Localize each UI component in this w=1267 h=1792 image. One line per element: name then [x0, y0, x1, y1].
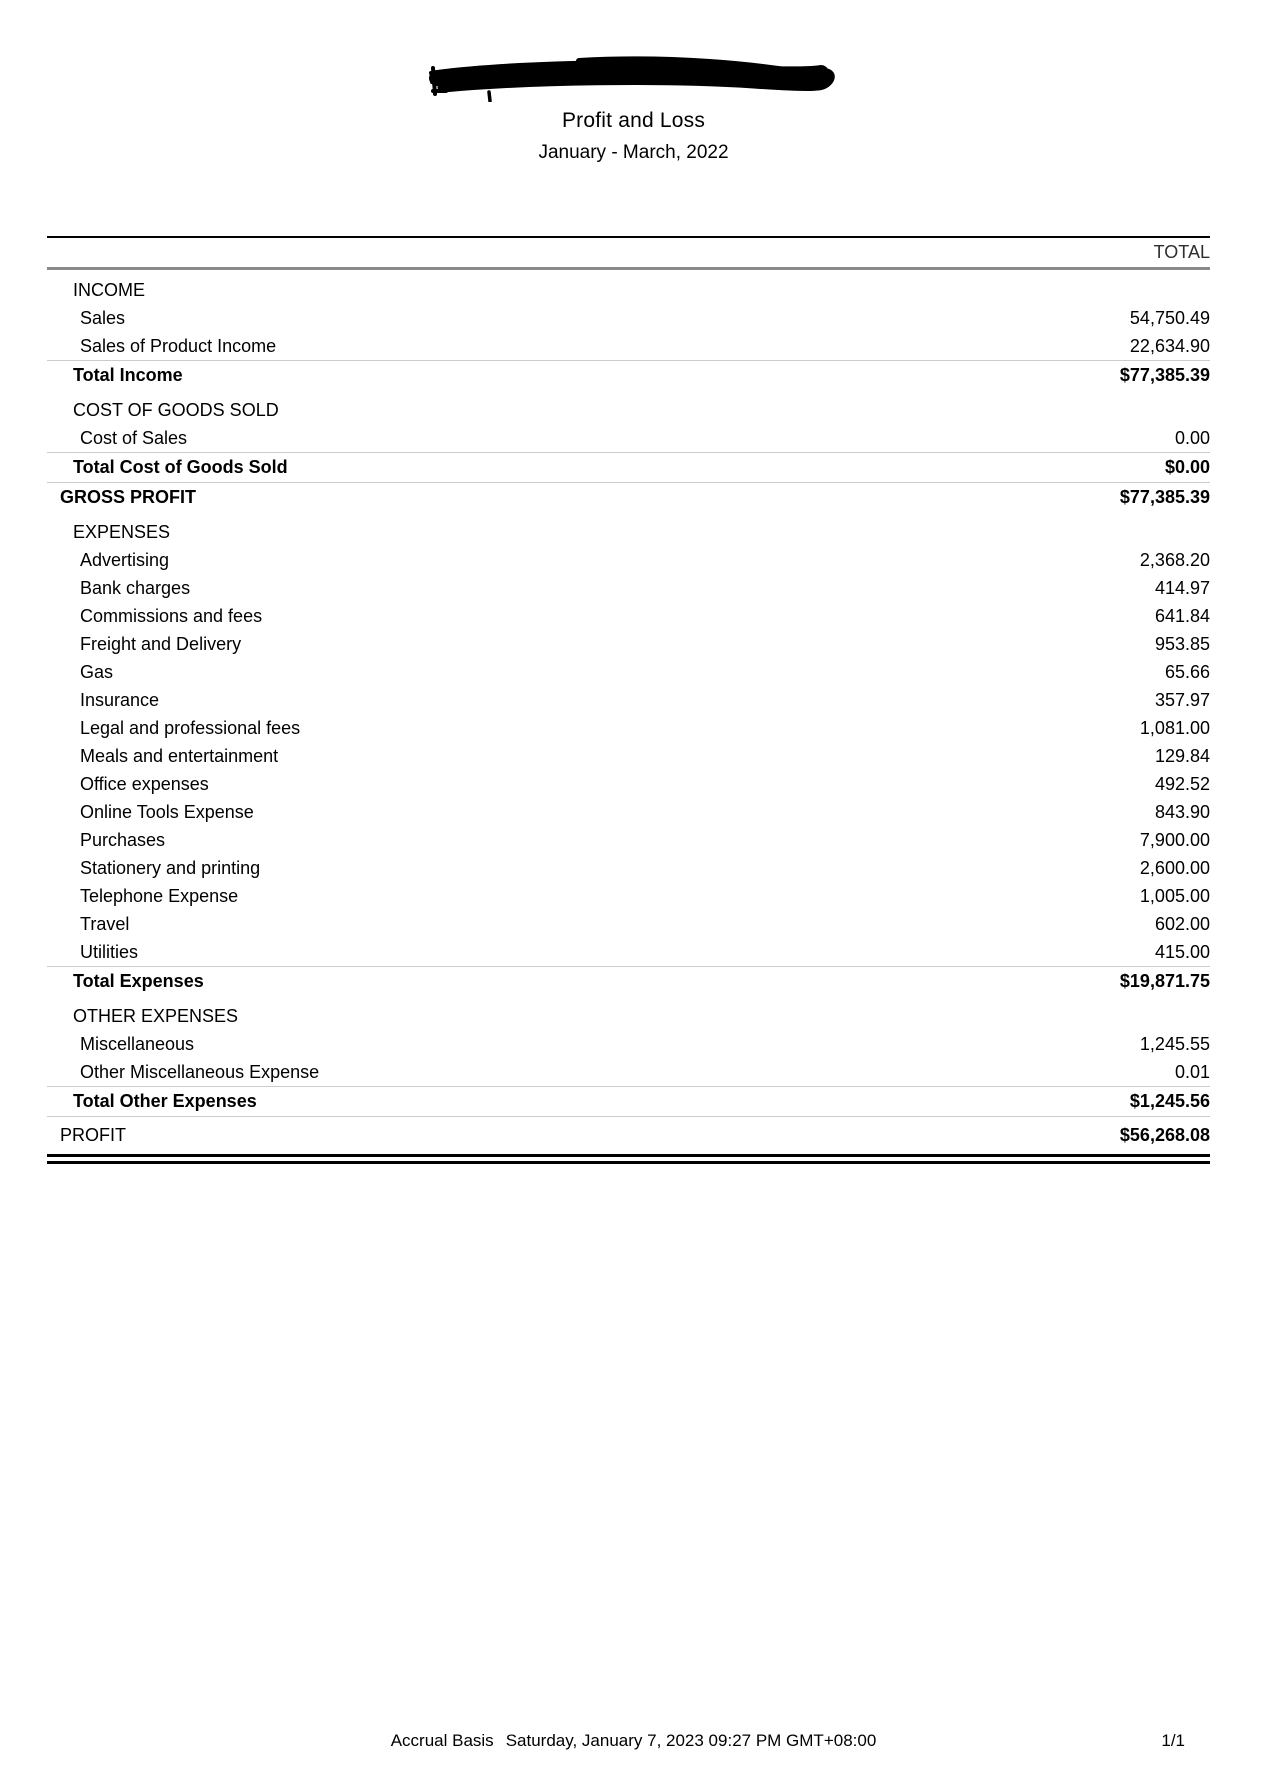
- report-footer: [0, 1731, 1267, 1751]
- row-label: Sales: [80, 307, 126, 328]
- row-value: 843.90: [1154, 801, 1210, 822]
- report-row: [47, 452, 1210, 482]
- report-row: [47, 910, 1210, 938]
- report-row: [47, 798, 1210, 826]
- report-row: [47, 332, 1210, 360]
- row-value: $56,268.08: [1119, 1125, 1210, 1145]
- row-value: 129.84: [1154, 745, 1210, 766]
- column-header-total: TOTAL: [1153, 242, 1210, 262]
- row-value: $77,385.39: [1119, 365, 1210, 385]
- row-label: OTHER EXPENSES: [73, 1005, 239, 1026]
- row-label: PROFIT: [60, 1125, 126, 1145]
- report-row: [47, 360, 1210, 390]
- table-header-row: [47, 236, 1210, 270]
- row-value: 1,245.55: [1139, 1033, 1210, 1054]
- row-label: Cost of Sales: [80, 427, 188, 448]
- row-label: Gas: [80, 661, 114, 682]
- report-row: [47, 826, 1210, 854]
- row-value: 22,634.90: [1129, 335, 1210, 356]
- report-row: [47, 602, 1210, 630]
- report-row: [47, 854, 1210, 882]
- row-label: Stationery and printing: [80, 857, 261, 878]
- row-value: 54,750.49: [1129, 307, 1210, 328]
- report-row: [47, 390, 1210, 424]
- row-label: INCOME: [73, 279, 145, 300]
- row-value: 414.97: [1154, 577, 1210, 598]
- page-title: Profit and Loss: [561, 109, 706, 132]
- report-row: [47, 270, 1210, 304]
- row-label: Miscellaneous: [80, 1033, 195, 1054]
- row-label: GROSS PROFIT: [60, 487, 197, 507]
- row-label: Legal and professional fees: [80, 717, 301, 738]
- row-value: 1,081.00: [1139, 717, 1210, 738]
- row-value: 953.85: [1154, 633, 1210, 654]
- report-row: [47, 966, 1210, 996]
- row-label: Advertising: [80, 549, 170, 570]
- row-value: 415.00: [1154, 941, 1210, 962]
- report-row: [47, 512, 1210, 546]
- report-timestamp: Saturday, January 7, 2023 09:27 PM GMT+08:00: [505, 1731, 877, 1750]
- row-label: Commissions and fees: [80, 605, 263, 626]
- page-number: 1/1: [1161, 1731, 1185, 1750]
- report-row: [47, 1030, 1210, 1058]
- row-value: 2,600.00: [1139, 857, 1210, 878]
- row-label: Total Cost of Goods Sold: [73, 457, 288, 477]
- redaction-scribble-icon: [0, 50, 1267, 102]
- row-label: Purchases: [80, 829, 166, 850]
- report-row: [47, 1058, 1210, 1086]
- row-label: Freight and Delivery: [80, 633, 242, 654]
- row-value: $19,871.75: [1119, 971, 1210, 991]
- row-value: 492.52: [1154, 773, 1210, 794]
- report-row: [47, 996, 1210, 1030]
- row-label: Total Other Expenses: [73, 1091, 257, 1111]
- row-label: COST OF GOODS SOLD: [73, 399, 279, 420]
- report-table: [47, 236, 1210, 1164]
- row-value: 0.00: [1174, 427, 1210, 448]
- row-value: 641.84: [1154, 605, 1210, 626]
- row-label: Utilities: [80, 941, 139, 962]
- report-row: [47, 742, 1210, 770]
- row-value: 0.01: [1174, 1061, 1210, 1082]
- report-row: [47, 482, 1210, 512]
- row-label: EXPENSES: [73, 521, 171, 542]
- row-value: 602.00: [1154, 913, 1210, 934]
- row-value: 357.97: [1154, 689, 1210, 710]
- row-label: Telephone Expense: [80, 885, 239, 906]
- row-label: Total Income: [73, 365, 183, 385]
- report-row: [47, 1086, 1210, 1116]
- row-value: 2,368.20: [1139, 549, 1210, 570]
- report-row: [47, 304, 1210, 332]
- row-label: Office expenses: [80, 773, 209, 794]
- row-value: 65.66: [1164, 661, 1210, 682]
- row-value: $1,245.56: [1129, 1091, 1210, 1111]
- report-row: [47, 546, 1210, 574]
- report-row: [47, 630, 1210, 658]
- row-value: 1,005.00: [1139, 885, 1210, 906]
- row-value: $0.00: [1164, 457, 1210, 477]
- report-row: [47, 424, 1210, 452]
- report-row: [47, 714, 1210, 742]
- row-label: Other Miscellaneous Expense: [80, 1061, 320, 1082]
- report-header: [0, 0, 1267, 165]
- row-label: Total Expenses: [73, 971, 204, 991]
- row-label: Insurance: [80, 689, 160, 710]
- report-row: [47, 882, 1210, 910]
- report-row: [47, 1116, 1210, 1154]
- bottom-double-rule: [47, 1154, 1210, 1164]
- row-value: 7,900.00: [1139, 829, 1210, 850]
- row-value: $77,385.39: [1119, 487, 1210, 507]
- report-row: [47, 686, 1210, 714]
- report-row: [47, 574, 1210, 602]
- page-subtitle: January - March, 2022: [538, 142, 729, 163]
- row-label: Bank charges: [80, 577, 191, 598]
- report-rows: [47, 270, 1210, 1154]
- report-row: [47, 658, 1210, 686]
- row-label: Online Tools Expense: [80, 801, 254, 822]
- report-row: [47, 770, 1210, 798]
- row-label: Sales of Product Income: [80, 335, 277, 356]
- row-label: Meals and entertainment: [80, 745, 279, 766]
- accrual-basis-label: Accrual Basis: [390, 1731, 494, 1750]
- report-row: [47, 938, 1210, 966]
- row-label: Travel: [80, 913, 130, 934]
